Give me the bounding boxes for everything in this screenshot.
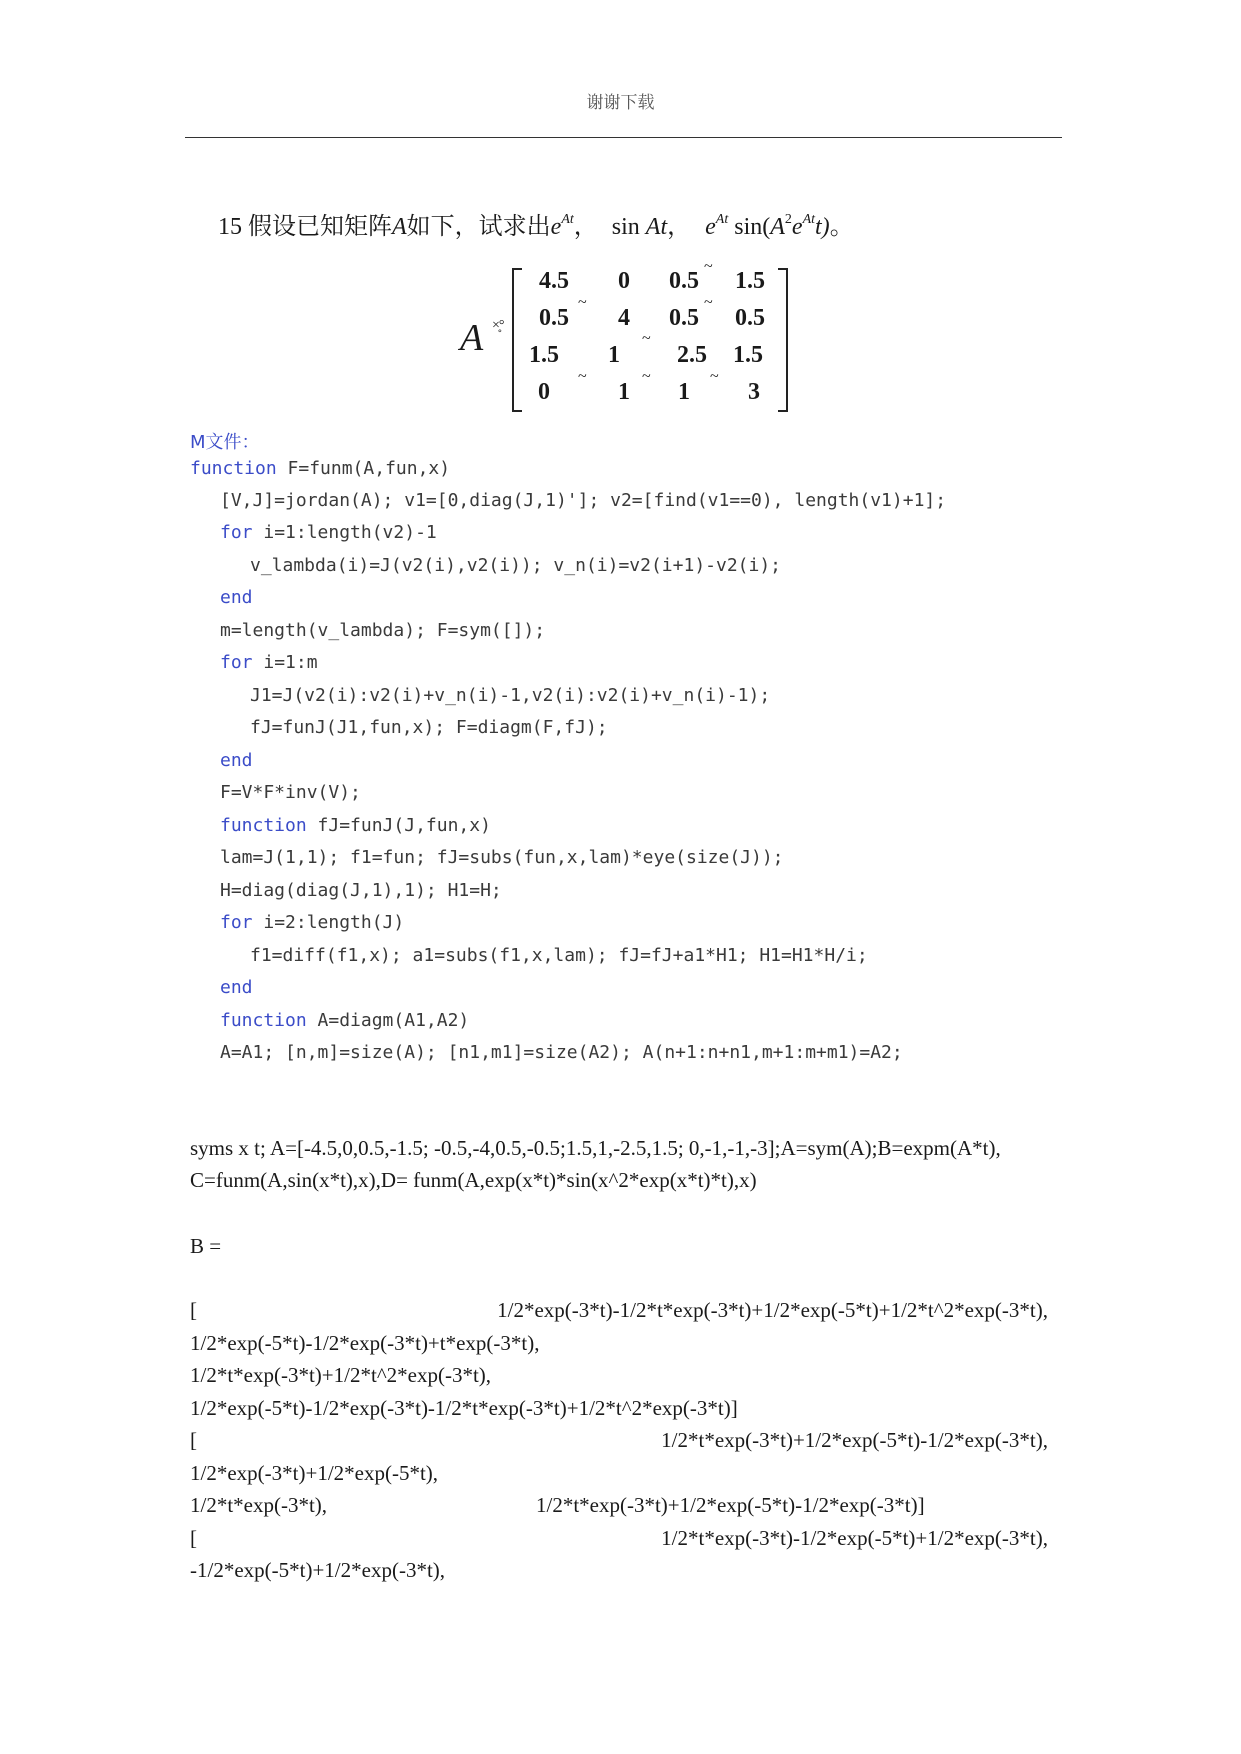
matrix-cell: 1.5: [735, 268, 765, 294]
exp-sup-3: At: [802, 212, 816, 227]
result-text: 1/2*exp(-3*t)+1/2*exp(-5*t),: [190, 1461, 439, 1485]
matrix-cell: 0.5: [539, 305, 569, 331]
code-text: A=diagm(A1,A2): [306, 1010, 470, 1031]
code-keyword: end: [220, 750, 253, 771]
matrix-cell: 1: [608, 342, 620, 368]
code-line: [220, 815, 491, 836]
code-line: fJ=funJ(J1,fun,x); F=diagm(F,fJ);: [250, 717, 608, 738]
page-header: 谢谢下载: [586, 93, 655, 113]
code-text: F=funm(A,fun,x): [276, 458, 451, 479]
code-line: [220, 652, 318, 673]
matrix-cell: 0: [538, 379, 550, 405]
code-line: [220, 1010, 469, 1031]
code-line: f1=diff(f1,x); a1=subs(f1,x,lam); fJ=fJ+a1*H1; H1=H1*H/i;: [250, 945, 868, 966]
matrix-tilde: ~: [704, 258, 713, 275]
matrix-tilde: ~: [578, 294, 587, 311]
matrix-cell: 1.5: [529, 342, 559, 368]
result-text: -1/2*exp(-5*t)+1/2*exp(-3*t),: [190, 1558, 446, 1582]
question-end: 。: [829, 214, 854, 240]
code-keyword: function: [190, 458, 277, 479]
code-keyword: function: [220, 815, 307, 836]
code-keyword: for: [220, 652, 253, 673]
result-bracket: [: [190, 1298, 197, 1322]
sin2-open: sin(: [734, 214, 771, 240]
code-line: J1=J(v2(i):v2(i)+v_n(i)-1,v2(i):v2(i)+v_n(i)-1);: [250, 685, 771, 706]
code-line: [V,J]=jordan(A); v1=[0,diag(J,1)']; v2=[find(v1==0), length(v1)+1];: [220, 490, 947, 511]
matrix-name: A: [460, 317, 484, 359]
result-text: 1/2*t*exp(-3*t),: [190, 1493, 328, 1517]
matrix-name-inline: A: [392, 214, 407, 240]
question-number-text: 15 假设已知矩阵: [218, 214, 392, 240]
result-text: 1/2*t*exp(-3*t)+1/2*exp(-5*t)-1/2*exp(-3*t),: [661, 1428, 1048, 1452]
exp-base-1: e: [550, 214, 562, 240]
matrix-cell: 0.5: [669, 268, 699, 294]
code-line: v_lambda(i)=J(v2(i),v2(i)); v_n(i)=v2(i+1)-v2(i);: [250, 555, 782, 576]
exp-sup-1: At: [561, 212, 574, 227]
sin-text: sin: [611, 214, 640, 240]
code-text: fJ=funJ(J,fun,x): [306, 815, 491, 836]
result-text: 1/2*exp(-3*t)-1/2*t*exp(-3*t)+1/2*exp(-5*t)+1/2*t^2*exp(-3*t),: [497, 1298, 1048, 1322]
result-text: 1/2*t*exp(-3*t)+1/2*exp(-5*t)-1/2*exp(-3*t)]: [536, 1493, 925, 1517]
code-line: lam=J(1,1); f1=fun; fJ=subs(fun,x,lam)*eye(size(J));: [220, 847, 784, 868]
question-mid-text: 如下，试求出: [406, 214, 551, 240]
code-line: H=diag(diag(J,1),1); H1=H;: [220, 880, 502, 901]
separator-2: ，: [667, 214, 692, 240]
header-divider: [185, 137, 1062, 138]
result-label: B =: [190, 1234, 222, 1258]
matrix-cell: 1: [618, 379, 630, 405]
matrix-cell: 1: [678, 379, 690, 405]
matrix-cell: 4: [618, 305, 630, 331]
code-keyword: function: [220, 1010, 307, 1031]
matrix-cell: 3: [748, 379, 760, 405]
matrix-cell: 4.5: [539, 268, 569, 294]
result-text: 1/2*exp(-5*t)-1/2*exp(-3*t)+t*exp(-3*t),: [190, 1331, 540, 1355]
body-text: C=funm(A,sin(x*t),x),D= funm(A,exp(x*t)*sin(x^2*exp(x*t)*t),x): [190, 1168, 757, 1192]
code-line: F=V*F*inv(V);: [220, 782, 361, 803]
at-text: At: [645, 214, 668, 240]
t-close: t): [815, 214, 830, 240]
matrix-tilde: ~: [642, 368, 651, 385]
result-text: 1/2*exp(-5*t)-1/2*exp(-3*t)-1/2*t*exp(-3*t)+1/2*t^2*exp(-3*t)]: [190, 1396, 738, 1420]
matrix-tilde: ~: [578, 368, 587, 385]
body-text: syms x t; A=[-4.5,0,0.5,-1.5; -0.5,-4,0.5,-0.5;1.5,1,-2.5,1.5; 0,-1,-1,-3];A=sym(A);B=expm(A*t),: [190, 1136, 1001, 1160]
code-keyword: for: [220, 522, 253, 543]
result-text: 1/2*t*exp(-3*t)+1/2*t^2*exp(-3*t),: [190, 1363, 492, 1387]
separator-1: ，: [573, 214, 598, 240]
code-line: m=length(v_lambda); F=sym([]);: [220, 620, 546, 641]
matrix-cell: 0.5: [735, 305, 765, 331]
result-bracket: [: [190, 1428, 197, 1452]
matrix-tilde: ~: [710, 368, 719, 385]
matrix-cell: 0: [618, 268, 630, 294]
code-keyword: end: [220, 587, 253, 608]
exp-base-2: e: [705, 214, 716, 240]
matrix-tilde: ~: [704, 294, 713, 311]
matrix-cell: 2.5: [677, 342, 707, 368]
matrix-eq-glyph: ×̥°: [492, 318, 504, 333]
code-text: i=1:m: [252, 652, 318, 673]
code-line: A=A1; [n,m]=size(A); [n1,m1]=size(A2); A(n+1:n+n1,m+1:m+m1)=A2;: [220, 1042, 903, 1063]
code-line: [190, 458, 450, 479]
matrix-definition: [460, 258, 790, 414]
code-text: i=2:length(J): [252, 912, 405, 933]
code-keyword: for: [220, 912, 253, 933]
mfile-label: M文件：: [190, 432, 260, 453]
square-sup: 2: [784, 212, 792, 227]
code-line: [220, 522, 437, 543]
matrix-cell: 1.5: [733, 342, 763, 368]
exp-sup-2: At: [715, 212, 729, 227]
result-bracket: [: [190, 1526, 197, 1550]
code-line: [220, 912, 404, 933]
code-keyword: end: [220, 977, 253, 998]
exp-base-3: e: [791, 214, 803, 240]
matrix-cell: 0.5: [669, 305, 699, 331]
a-squared-base: A: [770, 214, 785, 240]
matrix-tilde: ~: [642, 330, 651, 347]
result-text: 1/2*t*exp(-3*t)-1/2*exp(-5*t)+1/2*exp(-3*t),: [661, 1526, 1048, 1550]
question-statement: [218, 206, 854, 241]
code-text: i=1:length(v2)-1: [252, 522, 437, 543]
